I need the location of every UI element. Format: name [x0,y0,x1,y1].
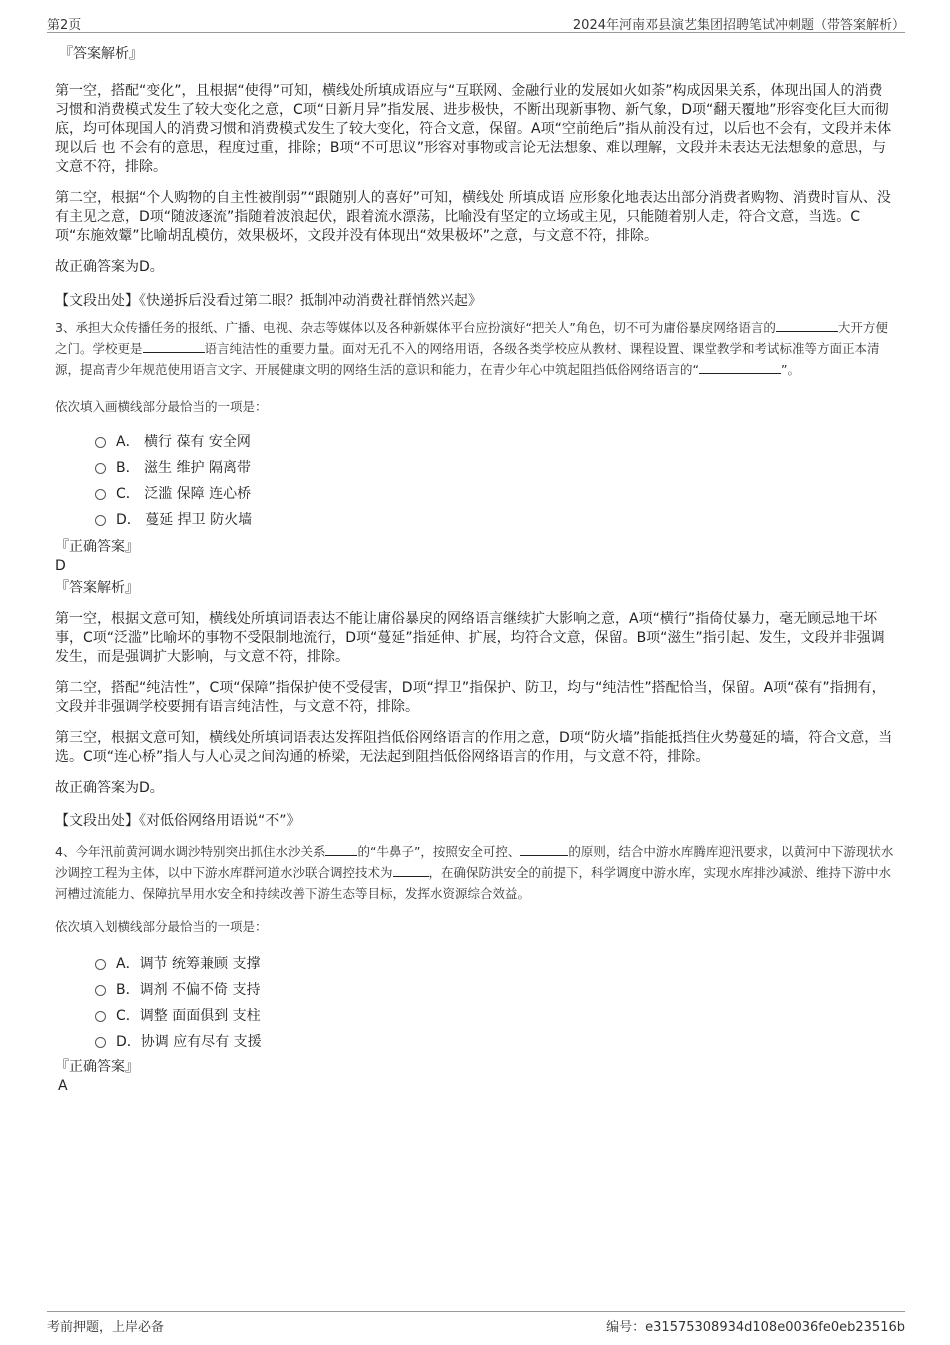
blank-line [143,339,205,353]
correct-answer: D [55,558,66,574]
option-c[interactable]: C． 泛滥 保障 连心桥 [95,481,895,507]
document-title: 2024年河南邓县演艺集团招聘笔试冲刺题（带答案解析） [572,18,905,33]
blank-line [520,842,568,856]
option-a[interactable]: A．调节 统筹兼顾 支撑 [95,951,895,977]
option-d[interactable]: D．协调 应有尽有 支援 [95,1029,895,1055]
analysis-label: 『答案解析』 [59,46,143,62]
page-content [55,44,895,1096]
question-4-stem: 4、今年汛前黄河调水调沙特别突出抓住水沙关系 的“牛鼻子”，按照安全可控、 的原则，结合中游水库腾库迎汛要求，以黄河中下游现状水沙调控工程为主体，以中下游水库群河道水沙联合调控技术为 ，在确保防洪安全的前提下，科学调度中游水库，实现水库排沙减淤、维持下游中水河槽过流能力、保障抗旱用水安全和持续改善下游生态等目标，发挥水资源综合效益。 [55,844,894,901]
correct-answer-label: 『正确答案』 [55,539,139,555]
analysis-paragraph: 第三空，根据文意可知，横线处所填词语表达发挥阻挡低俗网络语言的作用之意，D项“防火墙”指能抵挡住火势蔓延的墙，符合文意，当选。C项“连心桥”指人与人心灵之间沟通的桥梁，无法起到阻挡低俗网络语言的作用，与文意不符，排除。 [55,730,893,765]
source-citation: 【文段出处】《对低俗网络用语说“不”》 [55,813,301,829]
blank-line [776,318,838,332]
analysis-paragraph: 第一空，根据文意可知，横线处所填词语表达不能让庸俗暴戾的网络语言继续扩大影响之意，A项“横行”指倚仗暴力，毫无顾忌地干坏事，C项“泛滥”比喻坏的事物不受限制地流行，D项“蔓延”指延伸、扩展，均符合文意，保留。B项“滋生”指引起、发生，文段并非强调发生，而是强调扩大影响，与文意不符，排除。 [55,611,885,665]
analysis-paragraph: 第二空，根据“个人购物的自主性被削弱”“跟随别人的喜好”可知，横线处 所填成语 应形象化地表达出部分消费者购物、消费时盲从、没有主见之意，D项“随波逐流”指随着波浪起伏，跟着流水漂荡，比喻没有坚定的立场或主见，只能随着别人走，符合文意，当选。C项“东施效颦”比喻胡乱模仿，效果极坏，文段并没有体现出“效果极坏”之意，与文意不符，排除。 [55,190,891,244]
radio-icon[interactable] [95,515,106,526]
blank-line [393,863,429,877]
analysis-conclusion: 故正确答案为D。 [55,259,164,275]
question-3-stem: 3、承担大众传播任务的报纸、广播、电视、杂志等媒体以及各种新媒体平台应扮演好“把关人”角色，切不可为庸俗暴戾网络语言的 大开方便之门。学校更是 语言纯洁性的重要力量。面对无孔不入的网络用语，各级各类学校应从教材、课程设置、课堂教学和考试标准等方面正本清源，提高青少年规范使用语言文字、开展健康文明的网络生活的意识和能力，在青少年心中筑起阻挡低俗网络语言的“ ”。 [55,320,888,377]
option-d[interactable]: D． 蔓延 捍卫 防火墙 [95,507,895,533]
radio-icon[interactable] [95,959,106,970]
question-3-options [95,429,895,533]
analysis-paragraph: 第一空，搭配“变化”，且根据“使得”可知，横线处所填成语应与“互联网、金融行业的发展如火如荼”构成因果关系，体现出国人的消费习惯和消费模式发生了较大变化之意，C项“日新月异”指发展、进步极快，不断出现新事物、新气象，D项“翻天覆地”形容变化巨大而彻底，均可体现国人的消费习惯和消费模式发生了较大变化，符合文意，保留。A项“空前绝后”指从前没有过，以后也不会有，文段并未体现以后 也 不会有的意思，程度过重，排除；B项“不可思议”形容对事物或言论无法想象、难以理解，文段并未表达无法想象的意思，与文意不符，排除。 [55,83,892,175]
correct-answer-label: 『正确答案』 [55,1059,139,1075]
radio-icon[interactable] [95,463,106,474]
option-c[interactable]: C．调整 面面俱到 支柱 [95,1003,895,1029]
page-footer [47,1311,905,1336]
blank-line [699,360,781,374]
radio-icon[interactable] [95,489,106,500]
analysis-paragraph: 第二空，搭配“纯洁性”，C项“保障”指保护使不受侵害，D项“捍卫”指保护、防卫，均与“纯洁性”搭配恰当，保留。A项“葆有”指拥有，文段并非强调学校要拥有语言纯洁性，与文意不符，排除。 [55,680,886,715]
radio-icon[interactable] [95,985,106,996]
correct-answer: A [58,1078,68,1094]
option-b[interactable]: B． 滋生 维护 隔离带 [95,455,895,481]
radio-icon[interactable] [95,1037,106,1048]
page-number: 第2页 [47,18,82,33]
question-prompt: 依次填入画横线部分最恰当的一项是： [55,399,268,414]
page-header [47,10,905,33]
blank-line [325,842,357,856]
document-serial: 编号：e31575308934d108e0036fe0eb23516b [606,1320,905,1335]
source-citation: 【文段出处】《快递拆后没看过第二眼？抵制冲动消费社群悄然兴起》 [55,293,482,309]
question-prompt: 依次填入划横线部分最恰当的一项是： [55,919,268,934]
footer-slogan: 考前押题，上岸必备 [47,1320,165,1335]
option-b[interactable]: B．调剂 不偏不倚 支持 [95,977,895,1003]
radio-icon[interactable] [95,437,106,448]
analysis-label: 『答案解析』 [55,580,139,596]
analysis-conclusion: 故正确答案为D。 [55,780,164,796]
radio-icon[interactable] [95,1011,106,1022]
option-a[interactable]: A． 横行 葆有 安全网 [95,429,895,455]
question-4-options [95,951,895,1055]
